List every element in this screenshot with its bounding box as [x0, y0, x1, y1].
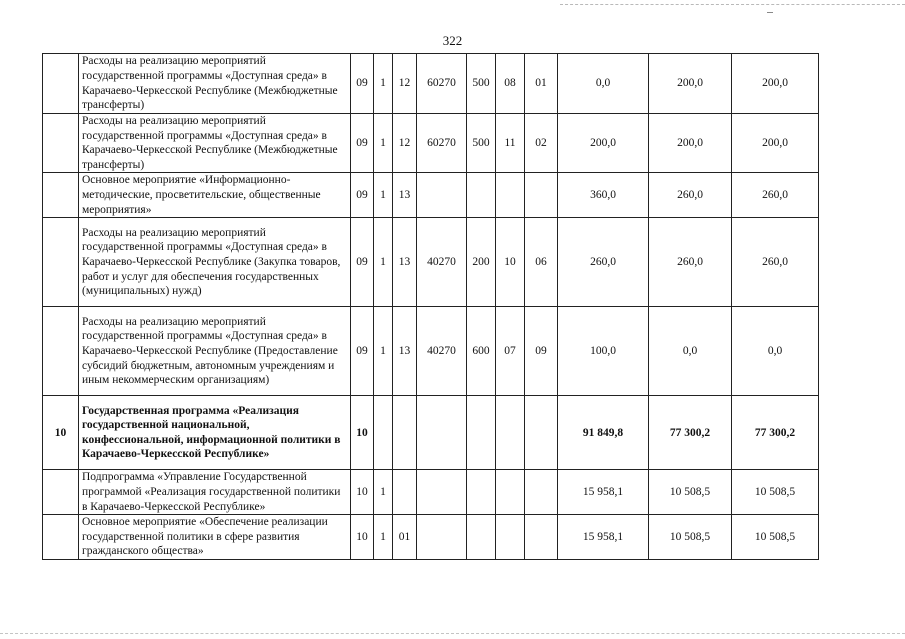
row-number	[43, 54, 79, 114]
code-division: 11	[496, 114, 525, 173]
row-number	[43, 470, 79, 515]
code-division: 08	[496, 54, 525, 114]
amount-year-2: 0,0	[649, 307, 732, 396]
code-program: 1	[374, 173, 393, 218]
table-row	[43, 470, 819, 515]
code-subprogram: 13	[393, 307, 417, 396]
code-expense-type: 600	[467, 307, 496, 396]
row-number	[43, 515, 79, 560]
code-program: 1	[374, 114, 393, 173]
scan-artifact-top	[560, 4, 905, 7]
amount-year-2: 10 508,5	[649, 470, 732, 515]
scan-artifact-bottom	[0, 633, 905, 636]
code-subprogram: 01	[393, 515, 417, 560]
row-name: Расходы на реализацию мероприятий государственной программы «Доступная среда» в Карачаево-Черкесской Республике (Межбюджетные трансферты)	[79, 114, 351, 173]
table-row	[43, 515, 819, 560]
code-subprogram: 12	[393, 114, 417, 173]
code-expense-type	[467, 470, 496, 515]
code-program: 1	[374, 307, 393, 396]
code-section: 10	[351, 515, 374, 560]
row-number	[43, 114, 79, 173]
row-name: Основное мероприятие «Обеспечение реализации государственной политики в сфере развития гражданского общества»	[79, 515, 351, 560]
code-division	[496, 173, 525, 218]
amount-year-3: 10 508,5	[732, 515, 819, 560]
code-program: 1	[374, 218, 393, 307]
row-name: Подпрограмма «Управление Государственной программой «Реализация государственной политики в Карачаево-Черкесской Республике»	[79, 470, 351, 515]
code-direction	[417, 470, 467, 515]
code-division	[496, 470, 525, 515]
row-name: Расходы на реализацию мероприятий государственной программы «Доступная среда» в Карачаево-Черкесской Республике (Предоставление субсидий бюджетным, автономным учреждениям и иным некоммерческим организациям)	[79, 307, 351, 396]
code-section: 09	[351, 114, 374, 173]
table-row	[43, 173, 819, 218]
row-name: Расходы на реализацию мероприятий государственной программы «Доступная среда» в Карачаево-Черкесской Республике (Закупка товаров, работ и услуг для обеспечения государственных (муниципальных) нужд)	[79, 218, 351, 307]
code-section: 09	[351, 54, 374, 114]
amount-year-3: 77 300,2	[732, 396, 819, 470]
amount-year-2: 200,0	[649, 114, 732, 173]
code-direction: 40270	[417, 218, 467, 307]
amount-year-3: 260,0	[732, 218, 819, 307]
table-row	[43, 54, 819, 114]
code-program	[374, 396, 393, 470]
code-expense-type	[467, 173, 496, 218]
code-subprogram: 13	[393, 218, 417, 307]
code-subprogram: 12	[393, 54, 417, 114]
code-subdivision: 09	[525, 307, 558, 396]
table-body	[43, 54, 819, 560]
budget-table	[42, 53, 819, 560]
amount-year-1: 260,0	[558, 218, 649, 307]
code-subprogram	[393, 470, 417, 515]
amount-year-3: 200,0	[732, 114, 819, 173]
code-section: 09	[351, 173, 374, 218]
code-expense-type: 500	[467, 114, 496, 173]
code-program: 1	[374, 515, 393, 560]
amount-year-2: 77 300,2	[649, 396, 732, 470]
page-number: 322	[442, 33, 463, 48]
code-section: 10	[351, 470, 374, 515]
amount-year-1: 0,0	[558, 54, 649, 114]
code-direction	[417, 515, 467, 560]
code-program: 1	[374, 470, 393, 515]
code-subdivision	[525, 470, 558, 515]
amount-year-2: 260,0	[649, 173, 732, 218]
code-division	[496, 396, 525, 470]
amount-year-1: 200,0	[558, 114, 649, 173]
amount-year-1: 15 958,1	[558, 470, 649, 515]
code-subdivision: 01	[525, 54, 558, 114]
code-direction: 60270	[417, 54, 467, 114]
code-program: 1	[374, 54, 393, 114]
amount-year-2: 260,0	[649, 218, 732, 307]
amount-year-1: 100,0	[558, 307, 649, 396]
row-number	[43, 218, 79, 307]
amount-year-2: 10 508,5	[649, 515, 732, 560]
amount-year-1: 15 958,1	[558, 515, 649, 560]
code-section: 10	[351, 396, 374, 470]
code-division: 07	[496, 307, 525, 396]
row-name: Основное мероприятие «Информационно-методические, просветительские, общественные мероприятия»	[79, 173, 351, 218]
code-subdivision	[525, 173, 558, 218]
code-division: 10	[496, 218, 525, 307]
code-expense-type	[467, 515, 496, 560]
code-subprogram: 13	[393, 173, 417, 218]
amount-year-2: 200,0	[649, 54, 732, 114]
row-number	[43, 173, 79, 218]
amount-year-1: 360,0	[558, 173, 649, 218]
row-name: Государственная программа «Реализация государственной национальной, конфессиональной, информационной политики в Карачаево-Черкесской Республике»	[79, 396, 351, 470]
code-subdivision: 06	[525, 218, 558, 307]
code-direction: 40270	[417, 307, 467, 396]
scan-mark	[767, 12, 773, 13]
code-direction: 60270	[417, 114, 467, 173]
row-number: 10	[43, 396, 79, 470]
code-expense-type: 500	[467, 54, 496, 114]
code-subdivision	[525, 515, 558, 560]
amount-year-3: 0,0	[732, 307, 819, 396]
code-direction	[417, 396, 467, 470]
table-row	[43, 114, 819, 173]
code-subdivision: 02	[525, 114, 558, 173]
code-subdivision	[525, 396, 558, 470]
code-direction	[417, 173, 467, 218]
amount-year-3: 10 508,5	[732, 470, 819, 515]
row-number	[43, 307, 79, 396]
code-expense-type	[467, 396, 496, 470]
amount-year-1: 91 849,8	[558, 396, 649, 470]
code-subprogram	[393, 396, 417, 470]
row-name: Расходы на реализацию мероприятий государственной программы «Доступная среда» в Карачаево-Черкесской Республике (Межбюджетные трансферты)	[79, 54, 351, 114]
table-row	[43, 218, 819, 307]
code-section: 09	[351, 218, 374, 307]
amount-year-3: 260,0	[732, 173, 819, 218]
code-division	[496, 515, 525, 560]
code-section: 09	[351, 307, 374, 396]
amount-year-3: 200,0	[732, 54, 819, 114]
table-row	[43, 307, 819, 396]
table-row	[43, 396, 819, 470]
code-expense-type: 200	[467, 218, 496, 307]
